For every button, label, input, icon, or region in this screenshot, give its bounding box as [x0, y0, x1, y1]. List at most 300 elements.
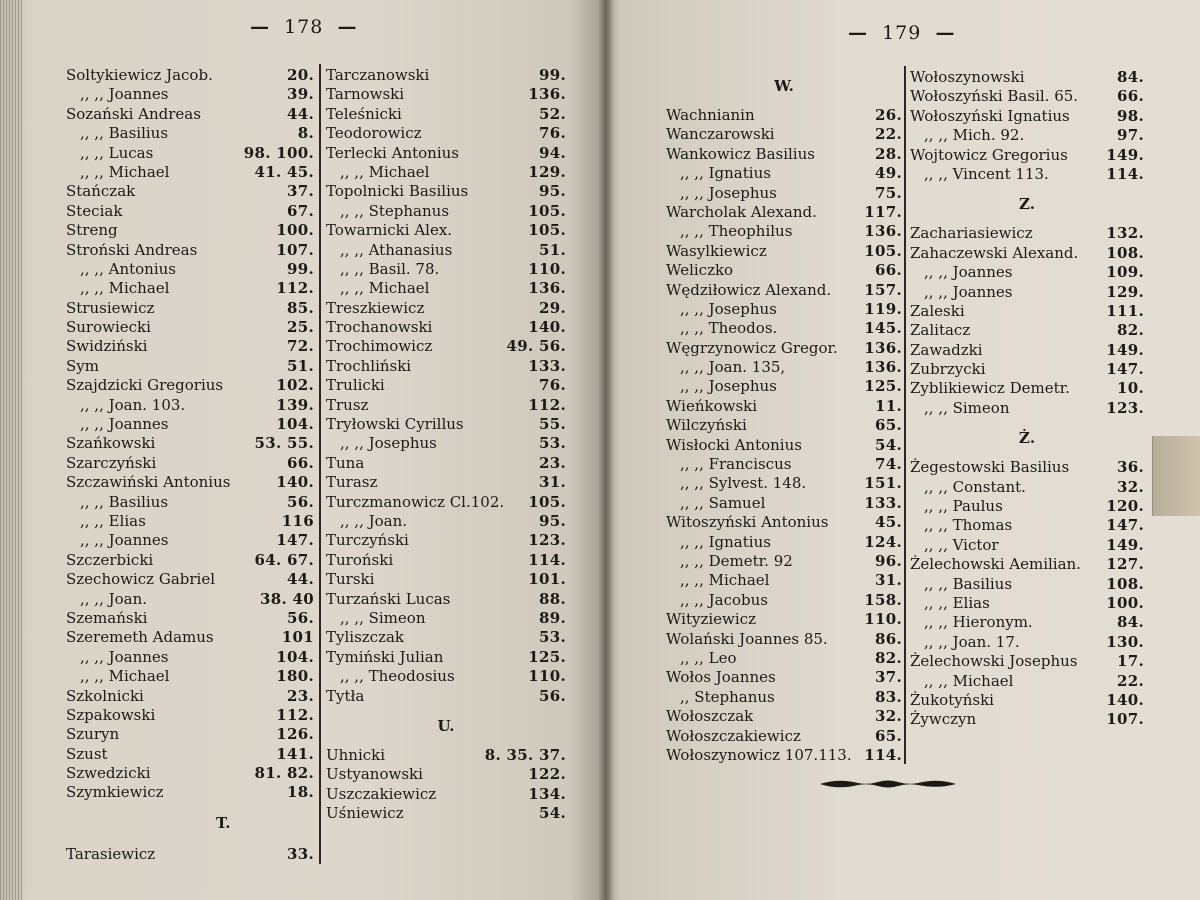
entry-name: Tarasiewicz: [66, 844, 156, 863]
entry-name: Wołoszczakiewicz: [666, 726, 801, 745]
entry-page-numbers: 116: [281, 511, 314, 530]
entry-name: ,, ,, Elias: [924, 593, 990, 612]
entry-page-numbers: 133.: [528, 356, 566, 375]
entry-name: Weliczko: [666, 261, 734, 280]
entry-page-numbers: 75.: [875, 183, 902, 202]
entry-name: ,, ,, Basilius: [924, 574, 1013, 593]
index-entry: [66, 745, 314, 764]
entry-page-numbers: 112.: [528, 395, 566, 414]
entry-name: Trochanowski: [326, 318, 433, 337]
entry-page-numbers: 76.: [539, 124, 566, 143]
entry-page-numbers: 8.: [297, 124, 314, 143]
section-letter: T.: [216, 813, 231, 832]
entry-name: Wołoszynowicz 107.113.: [666, 745, 852, 764]
entry-page-numbers: 56.: [287, 492, 314, 511]
index-entry: [66, 454, 314, 473]
entry-name: ,, ,, Victor: [924, 535, 999, 554]
entry-name: Trochliński: [326, 356, 412, 375]
index-entry: [666, 649, 902, 668]
index-entry: [66, 570, 314, 589]
entry-name: Szarczyński: [66, 453, 157, 472]
entry-name: Teodorowicz: [326, 124, 422, 143]
page-number: 179: [882, 22, 922, 44]
entry-page-numbers: 33.: [287, 844, 314, 863]
index-entry: [66, 182, 314, 201]
entry-page-numbers: 111.: [1106, 301, 1144, 320]
index-entry: [910, 555, 1144, 574]
entry-page-numbers: 45.: [875, 513, 902, 532]
entry-page-numbers: 37.: [287, 182, 314, 201]
entry-page-numbers: 81. 82.: [254, 764, 314, 783]
entry-name: Wołoszczak: [666, 707, 754, 726]
entry-name: Tuna: [326, 453, 365, 472]
index-entry: [326, 144, 566, 163]
entry-name: Sym: [66, 356, 99, 375]
entry-page-numbers: 38. 40: [260, 589, 314, 608]
entry-page-numbers: 101: [281, 628, 314, 647]
entry-page-numbers: 17.: [1117, 652, 1144, 671]
index-entry: [66, 221, 314, 240]
index-entry: [910, 575, 1144, 594]
index-entry: [910, 87, 1144, 106]
index-entry: [326, 337, 566, 356]
entry-page-numbers: 140.: [1106, 690, 1144, 709]
entry-name: ,, ,, Jacobus: [680, 590, 768, 609]
index-column: [910, 68, 1144, 730]
index-entry: [910, 68, 1144, 87]
entry-page-numbers: 23.: [539, 453, 566, 472]
index-entry: [910, 691, 1144, 710]
entry-name: ,, ,, Michael: [80, 667, 170, 686]
index-entry: [910, 244, 1144, 263]
entry-name: ,, ,, Josephus: [680, 299, 777, 318]
entry-name: ,, ,, Constant.: [924, 477, 1026, 496]
entry-page-numbers: 133.: [864, 493, 902, 512]
entry-name: Turoński: [326, 550, 394, 569]
entry-name: Uszczakiewicz: [326, 784, 437, 803]
entry-name: Szwedzicki: [66, 764, 151, 783]
index-entry: [666, 416, 902, 435]
entry-page-numbers: 82.: [1117, 321, 1144, 340]
entry-name: Szczerbicki: [66, 550, 154, 569]
entry-name: Szkolnicki: [66, 686, 144, 705]
index-entry: [910, 710, 1144, 729]
index-entry: [326, 570, 566, 589]
entry-name: ,, ,, Joannes: [924, 263, 1013, 282]
entry-name: ,, ,, Michael: [340, 279, 430, 298]
index-entry: [66, 473, 314, 492]
entry-page-numbers: 66.: [875, 261, 902, 280]
entry-name: Stroński Andreas: [66, 240, 198, 259]
entry-page-numbers: 108.: [1106, 574, 1144, 593]
entry-name: ,, ,, Basilius: [80, 124, 169, 143]
index-entry: [326, 628, 566, 647]
index-entry: [66, 163, 314, 182]
page-number: 178: [284, 16, 324, 38]
entry-name: Zachariasiewicz: [910, 224, 1033, 243]
entry-name: ,, ,, Joan. 103.: [80, 395, 186, 414]
entry-page-numbers: 107.: [276, 240, 314, 259]
index-entry: [666, 668, 902, 687]
entry-name: Soltykiewicz Jacob.: [66, 66, 213, 84]
entry-page-numbers: 65.: [875, 726, 902, 745]
index-entry: [666, 281, 902, 300]
index-entry: [666, 261, 902, 280]
page-header-left: — 178 —: [250, 16, 358, 38]
entry-page-numbers: 119.: [864, 299, 902, 318]
entry-name: ,, ,, Michael: [80, 279, 170, 298]
entry-name: Turasz: [326, 473, 378, 492]
entry-name: ,, ,, Joan.: [80, 589, 148, 608]
section-letter: U.: [437, 716, 455, 735]
entry-page-numbers: 25.: [287, 318, 314, 337]
index-entry: [910, 458, 1144, 477]
entry-name: ,, ,, Joannes: [80, 415, 169, 434]
index-entry: [326, 493, 566, 512]
index-entry: [910, 379, 1144, 398]
entry-name: Wityziewicz: [666, 610, 756, 629]
index-entry: [66, 299, 314, 318]
index-entry: [326, 551, 566, 570]
index-entry: [66, 85, 314, 104]
entry-name: Towarnicki Alex.: [326, 221, 453, 240]
entry-page-numbers: 10.: [1117, 379, 1144, 398]
index-entry: [666, 455, 902, 474]
entry-page-numbers: 140.: [276, 473, 314, 492]
index-entry: [910, 497, 1144, 516]
entry-name: ,, ,, Ignatius: [680, 532, 771, 551]
index-entry: [910, 633, 1144, 652]
entry-page-numbers: 84.: [1117, 613, 1144, 632]
entry-page-numbers: 18.: [287, 783, 314, 802]
index-entry: [326, 202, 566, 221]
entry-name: Trulicki: [326, 376, 385, 395]
entry-page-numbers: 54.: [875, 435, 902, 454]
index-entry: [326, 299, 566, 318]
entry-name: ,, ,, Joan. 135,: [680, 358, 786, 377]
index-entry: [66, 845, 314, 864]
entry-page-numbers: 53. 55.: [254, 434, 314, 453]
entry-name: Szańkowski: [66, 434, 156, 453]
entry-name: ,, ,, Joannes: [80, 647, 169, 666]
index-entry: [326, 241, 566, 260]
entry-page-numbers: 31.: [539, 473, 566, 492]
entry-name: Żelechowski Josephus: [910, 652, 1078, 671]
entry-name: Tarnowski: [326, 85, 405, 104]
entry-page-numbers: 41. 45.: [254, 162, 314, 181]
index-entry: [910, 224, 1144, 243]
index-entry: [66, 105, 314, 124]
index-entry: [910, 360, 1144, 379]
entry-page-numbers: 123.: [1106, 398, 1144, 417]
index-entry: [666, 591, 902, 610]
entry-name: Ustyanowski: [326, 765, 423, 784]
entry-name: Wołoszynowski: [910, 68, 1025, 86]
entry-page-numbers: 110.: [864, 610, 902, 629]
entry-page-numbers: 158.: [864, 590, 902, 609]
entry-page-numbers: 114.: [1106, 164, 1144, 183]
entry-name: ,, ,, Basilius: [80, 492, 169, 511]
entry-page-numbers: 104.: [276, 647, 314, 666]
index-entry: [66, 706, 314, 725]
entry-name: Tarczanowski: [326, 66, 430, 84]
entry-page-numbers: 84.: [1117, 68, 1144, 86]
entry-name: Szczawiński Antonius: [66, 473, 231, 492]
index-entry: [326, 531, 566, 550]
entry-page-numbers: 89.: [539, 608, 566, 627]
entry-page-numbers: 136.: [864, 338, 902, 357]
entry-name: Wojtowicz Gregorius: [910, 145, 1068, 164]
entry-page-numbers: 147.: [1106, 516, 1144, 535]
index-column: [66, 66, 314, 864]
entry-page-numbers: 52.: [539, 104, 566, 123]
entry-name: Szechowicz Gabriel: [66, 570, 216, 589]
index-entry: [326, 746, 566, 765]
end-ornament: [818, 776, 958, 792]
entry-page-numbers: 8. 35. 37.: [484, 745, 566, 764]
entry-page-numbers: 145.: [864, 319, 902, 338]
entry-page-numbers: 76.: [539, 376, 566, 395]
entry-page-numbers: 108.: [1106, 243, 1144, 262]
index-entry: [66, 493, 314, 512]
entry-name: ,, ,, Paulus: [924, 497, 1003, 516]
index-entry: [66, 687, 314, 706]
index-entry: [326, 765, 566, 784]
entry-page-numbers: 83.: [875, 687, 902, 706]
entry-name: ,, ,, Michael: [80, 162, 170, 181]
entry-page-numbers: 67.: [287, 201, 314, 220]
index-entry: [326, 163, 566, 182]
entry-page-numbers: 88.: [539, 589, 566, 608]
index-entry: [66, 590, 314, 609]
index-entry: [326, 687, 566, 706]
index-entry: [910, 263, 1144, 282]
entry-name: Sozański Andreas: [66, 104, 201, 123]
entry-page-numbers: 23.: [287, 686, 314, 705]
entry-name: ,, ,, Hieronym.: [924, 613, 1033, 632]
entry-page-numbers: 123.: [528, 531, 566, 550]
entry-page-numbers: 136.: [864, 222, 902, 241]
section-letter: W.: [774, 77, 794, 95]
entry-name: ,, ,, Stephanus: [340, 201, 450, 220]
entry-page-numbers: 141.: [276, 744, 314, 763]
index-entry: [326, 376, 566, 395]
entry-name: ,, ,, Theodosius: [340, 667, 455, 686]
entry-name: Tryłowski Cyrillus: [326, 415, 464, 434]
entry-page-numbers: 136.: [528, 279, 566, 298]
index-entry: [326, 415, 566, 434]
entry-name: Szajdzicki Gregorius: [66, 376, 224, 395]
index-entry: [910, 165, 1144, 184]
entry-page-numbers: 147.: [276, 531, 314, 550]
entry-name: Wankowicz Basilius: [666, 144, 815, 163]
index-entry: [666, 358, 902, 377]
entry-page-numbers: 105.: [528, 201, 566, 220]
index-entry: [326, 590, 566, 609]
index-entry: [666, 610, 902, 629]
entry-page-numbers: 112.: [276, 705, 314, 724]
entry-name: Trusz: [326, 395, 369, 414]
entry-page-numbers: 49.: [875, 164, 902, 183]
entry-page-numbers: 11.: [875, 396, 902, 415]
entry-name: ,, ,, Theodos.: [680, 319, 778, 338]
column-rule: [904, 66, 906, 764]
index-entry: [666, 494, 902, 513]
entry-name: ,, ,, Simeon: [340, 608, 426, 627]
entry-page-numbers: 28.: [875, 144, 902, 163]
index-entry: [326, 512, 566, 531]
entry-name: Terlecki Antonius: [326, 143, 459, 162]
entry-name: Żywczyn: [910, 710, 977, 729]
index-entry: [66, 144, 314, 163]
entry-name: ,, ,, Theophilus: [680, 222, 793, 241]
index-entry: [326, 182, 566, 201]
entry-name: ,, ,, Thomas: [924, 516, 1013, 535]
entry-page-numbers: 105.: [528, 221, 566, 240]
index-entry: [66, 667, 314, 686]
index-entry: [666, 630, 902, 649]
entry-name: Streng: [66, 221, 118, 240]
index-entry: [910, 536, 1144, 555]
index-entry: [666, 106, 902, 125]
entry-page-numbers: 180.: [276, 667, 314, 686]
entry-page-numbers: 97.: [1117, 126, 1144, 145]
entry-page-numbers: 125.: [528, 647, 566, 666]
entry-page-numbers: 49. 56.: [506, 337, 566, 356]
index-entry: [666, 397, 902, 416]
index-entry: [910, 594, 1144, 613]
entry-name: Żegestowski Basilius: [910, 458, 1070, 477]
entry-page-numbers: 126.: [276, 725, 314, 744]
entry-name: Warcholak Alexand.: [666, 202, 817, 221]
index-entry: [666, 436, 902, 455]
entry-name: Węgrzynowicz Gregor.: [666, 338, 838, 357]
entry-name: ,, ,, Joan. 17.: [924, 632, 1020, 651]
index-entry: [66, 357, 314, 376]
index-entry: [66, 551, 314, 570]
index-entry: [66, 725, 314, 744]
entry-name: ,, ,, Franciscus: [680, 455, 792, 474]
entry-name: Wieńkowski: [666, 396, 758, 415]
index-entry: [66, 376, 314, 395]
index-column: [666, 66, 902, 765]
entry-name: Zawadzki: [910, 340, 983, 359]
index-entry: [666, 164, 902, 183]
page-header-right: — 179 —: [848, 22, 956, 44]
entry-name: Zalitacz: [910, 321, 971, 340]
index-entry: [910, 652, 1144, 671]
index-entry: [910, 613, 1144, 632]
index-entry: [326, 221, 566, 240]
index-entry: [666, 125, 902, 144]
entry-page-numbers: 51.: [287, 356, 314, 375]
index-entry: [66, 783, 314, 802]
index-entry: [66, 241, 314, 260]
entry-name: ,, ,, Joannes: [80, 531, 169, 550]
index-entry: [666, 552, 902, 571]
index-entry: [910, 146, 1144, 165]
entry-name: Zahaczewski Alexand.: [910, 243, 1079, 262]
entry-name: ,, ,, Samuel: [680, 493, 766, 512]
entry-name: Treszkiewicz: [326, 298, 425, 317]
paper-tab: [1152, 436, 1200, 516]
entry-name: ,, ,, Demetr. 92: [680, 551, 793, 570]
entry-name: Surowiecki: [66, 318, 151, 337]
entry-page-numbers: 36.: [1117, 458, 1144, 477]
entry-page-numbers: 149.: [1106, 535, 1144, 554]
entry-name: Uhnicki: [326, 745, 386, 764]
entry-page-numbers: 64. 67.: [254, 550, 314, 569]
entry-page-numbers: 98.: [1117, 106, 1144, 125]
index-entry: [666, 242, 902, 261]
entry-name: ,, ,, Leo: [680, 648, 737, 667]
index-entry: [326, 260, 566, 279]
index-entry: [66, 764, 314, 783]
entry-page-numbers: 130.: [1106, 632, 1144, 651]
index-entry: [66, 512, 314, 531]
entry-name: ,, ,, Michael: [680, 571, 770, 590]
index-entry: [910, 126, 1144, 145]
index-entry: [66, 628, 314, 647]
index-entry: [666, 513, 902, 532]
entry-page-numbers: 110.: [528, 259, 566, 278]
entry-page-numbers: 125.: [864, 377, 902, 396]
entry-name: Stańczak: [66, 182, 136, 201]
index-entry: [666, 319, 902, 338]
entry-name: Szuryn: [66, 725, 120, 744]
entry-name: Szymkiewicz: [66, 783, 164, 802]
entry-page-numbers: 32.: [875, 707, 902, 726]
entry-name: Wachnianin: [666, 106, 755, 124]
section-letter: Ż.: [1018, 429, 1036, 448]
entry-name: Żelechowski Aemilian.: [910, 555, 1081, 574]
entry-name: Żukotyński: [910, 690, 994, 709]
entry-name: Szemański: [66, 608, 148, 627]
entry-page-numbers: 74.: [875, 455, 902, 474]
entry-name: Turski: [326, 570, 375, 589]
entry-name: Steciak: [66, 201, 123, 220]
entry-name: Wędziłowicz Alexand.: [666, 280, 832, 299]
entry-name: Wisłocki Antonius: [666, 435, 802, 454]
entry-page-numbers: 65.: [875, 416, 902, 435]
entry-page-numbers: 82.: [875, 648, 902, 667]
index-entry: [666, 300, 902, 319]
index-entry: [326, 473, 566, 492]
entry-page-numbers: 151.: [864, 474, 902, 493]
entry-page-numbers: 37.: [875, 668, 902, 687]
entry-page-numbers: 117.: [864, 202, 902, 221]
entry-name: ,, ,, Josephus: [340, 434, 437, 453]
index-entry: [910, 341, 1144, 360]
entry-name: ,, ,, Joan.: [340, 511, 408, 530]
entry-page-numbers: 96.: [875, 551, 902, 570]
index-entry: [910, 672, 1144, 691]
entry-name: Wolański Joannes 85.: [666, 629, 828, 648]
entry-name: ,, ,, Josephus: [680, 183, 777, 202]
index-entry: [66, 648, 314, 667]
index-entry: [66, 415, 314, 434]
entry-page-numbers: 32.: [1117, 477, 1144, 496]
index-entry: [66, 434, 314, 453]
index-entry: [66, 609, 314, 628]
entry-page-numbers: 147.: [1106, 360, 1144, 379]
index-entry: [666, 474, 902, 493]
index-entry: [66, 124, 314, 143]
index-entry: [666, 571, 902, 590]
entry-page-numbers: 100.: [1106, 593, 1144, 612]
index-entry: [666, 339, 902, 358]
index-entry: [910, 302, 1144, 321]
